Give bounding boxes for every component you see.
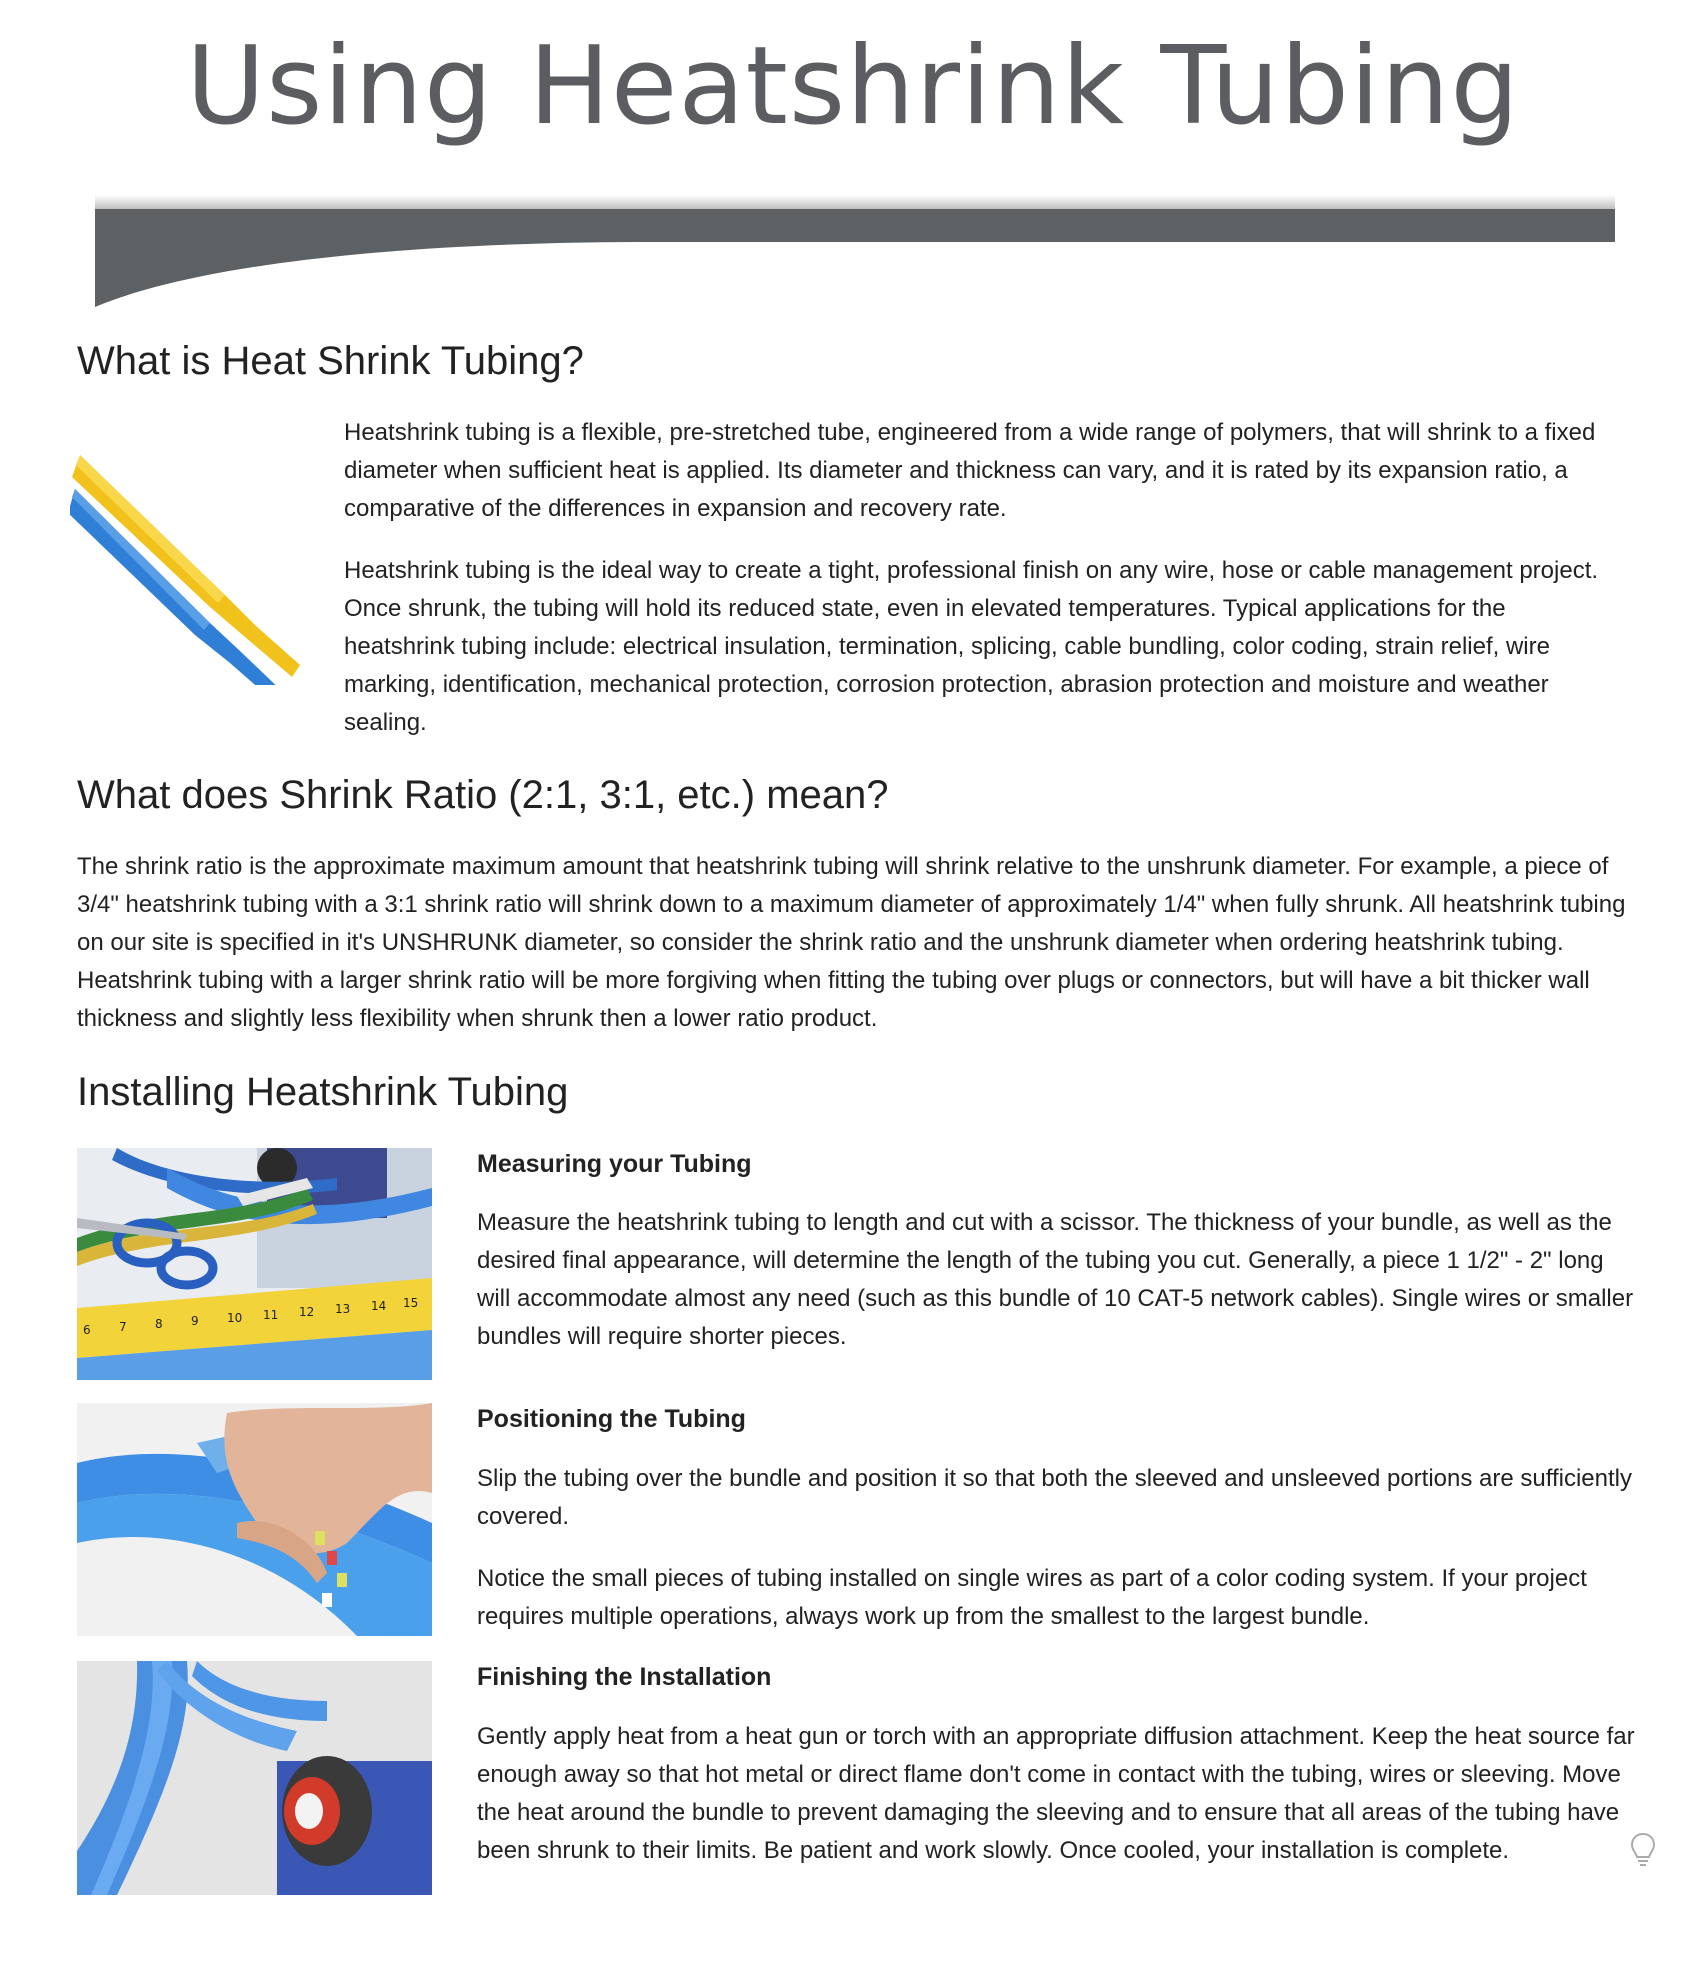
ruler-number-9: 9 bbox=[191, 1314, 199, 1328]
ruler-number-10: 10 bbox=[227, 1311, 243, 1325]
step-title-finishing: Finishing the Installation bbox=[477, 1663, 772, 1691]
step-finishing-paragraph: Gently apply heat from a heat gun or torch with an appropriate diffusion attachment. Keep the heat source far enough away so that hot metal or direct flame don't come in contact with the tubing, wires or sleeving. Move the heat around the bundle to prevent damaging the sleeving and to ensure that all areas of the tubing have been shrunk to their limits. Be patient and work slowly. Once cooled, your installation is complete. bbox=[477, 1723, 1635, 1864]
section-heading-shrink-ratio: What does Shrink Ratio (2:1, 3:1, etc.) mean? bbox=[77, 773, 889, 817]
section-heading-installing: Installing Heatshrink Tubing bbox=[77, 1070, 569, 1114]
section2-paragraph: The shrink ratio is the approximate maximum amount that heatshrink tubing will shrink relative to the unshrunk diameter. For example, a piece of 3/4" heatshrink tubing with a 3:1 shrink ratio will shrink down to a maximum diameter of approximately 1/4" when fully shrunk. All heatshrink tubing on our site is specified in it's UNSHRUNK diameter, so consider the shrink ratio and the unshrunk diameter when ordering heatshrink tubing. Heatshrink tubing with a larger shrink ratio will be more forgiving when fitting the tubing over plugs or connectors, but will have a bit thicker wall thickness and slightly less flexibility when shrunk then a lower ratio product. bbox=[77, 853, 1626, 1032]
ruler-number-11: 11 bbox=[263, 1308, 279, 1322]
section1-paragraph-1: Heatshrink tubing is a flexible, pre-stretched tube, engineered from a wide range of polymers, that will shrink to a fixed diameter when sufficient heat is applied. Its diameter and thickness can vary, and it is rated by its expansion ratio, a comparative of the differences in expansion and recovery rate. bbox=[344, 419, 1596, 522]
ruler-number-12: 12 bbox=[299, 1305, 315, 1319]
lightbulb-icon[interactable] bbox=[1630, 1832, 1656, 1868]
positioning-photo bbox=[77, 1403, 432, 1636]
swoosh-banner bbox=[95, 195, 1615, 315]
page-title: Using Heatshrink Tubing bbox=[186, 24, 1520, 149]
ruler-number-7: 7 bbox=[119, 1320, 127, 1334]
finishing-photo bbox=[77, 1661, 432, 1895]
step-title-measuring: Measuring your Tubing bbox=[477, 1150, 752, 1178]
ruler-number-13: 13 bbox=[335, 1302, 351, 1316]
ruler-number-14: 14 bbox=[371, 1299, 387, 1313]
section-heading-what-is: What is Heat Shrink Tubing? bbox=[77, 339, 584, 383]
ruler-number-15: 15 bbox=[403, 1296, 419, 1310]
heatshrink-tubes-image bbox=[70, 435, 300, 685]
section1-paragraph-2: Heatshrink tubing is the ideal way to create a tight, professional finish on any wire, hose or cable management project. Once shrunk, the tubing will hold its reduced state, even in elevated temperatures. Typical applications for the heatshrink tubing include: electrical insulation, termination, splicing, cable bundling, color coding, strain relief, wire marking, identification, mechanical protection, corrosion protection, abrasion protection and moisture and weather sealing. bbox=[344, 557, 1599, 736]
step-positioning-paragraph-2: Notice the small pieces of tubing installed on single wires as part of a color coding system. If your project requires multiple operations, always work up from the smallest to the largest bundle. bbox=[477, 1565, 1587, 1630]
ruler-number-6: 6 bbox=[83, 1323, 91, 1337]
ruler-number-8: 8 bbox=[155, 1317, 163, 1331]
measuring-photo bbox=[77, 1148, 432, 1380]
step-measuring-paragraph: Measure the heatshrink tubing to length and cut with a scissor. The thickness of your bundle, as well as the desired final appearance, will determine the length of the tubing you cut. Generally, a piece 1 1/2" - 2" long will accommodate almost any need (such as this bundle of 10 CAT-5 network cables). Single wires or smaller bundles will require shorter pieces. bbox=[477, 1209, 1634, 1350]
step-positioning-paragraph-1: Slip the tubing over the bundle and position it so that both the sleeved and unsleeved portions are sufficiently covered. bbox=[477, 1465, 1632, 1530]
step-title-positioning: Positioning the Tubing bbox=[477, 1405, 746, 1433]
